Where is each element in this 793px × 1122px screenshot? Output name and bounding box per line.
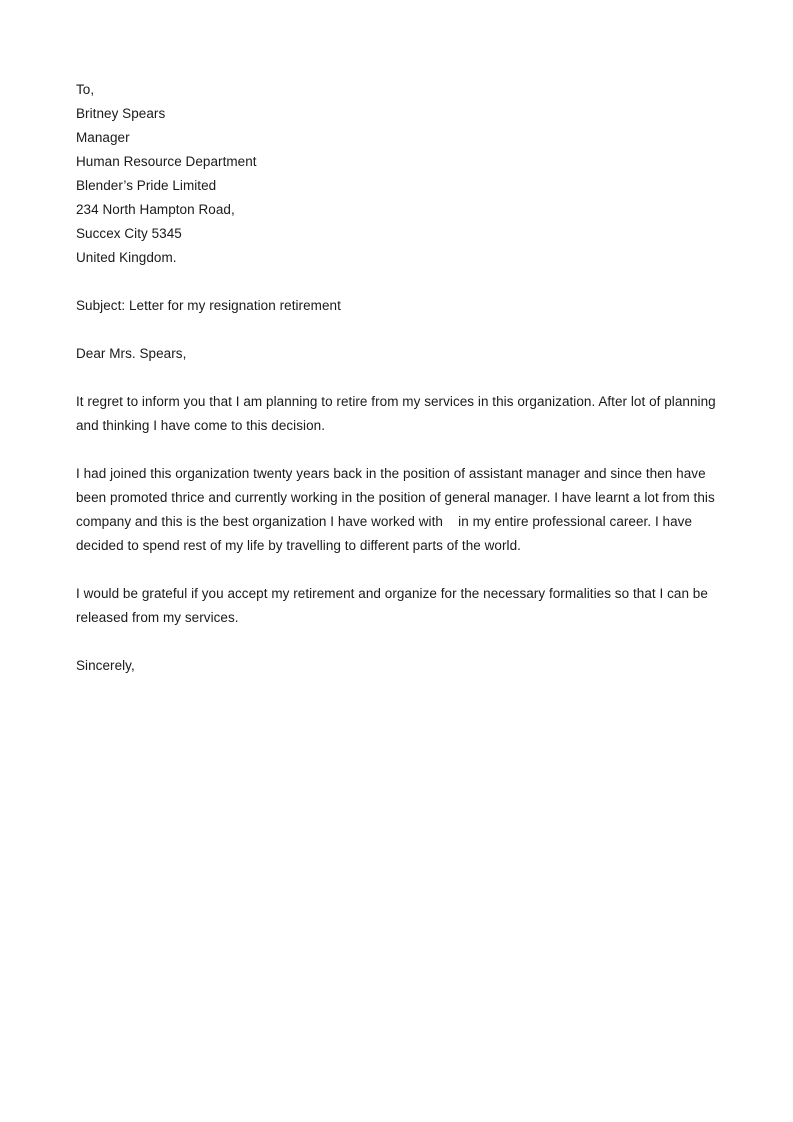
recipient-country: United Kingdom. — [76, 250, 177, 265]
letter-body — [76, 78, 726, 678]
paragraph-line: It regret to inform you that I am planning to retire from my services in this organization. After lot of planning — [76, 394, 716, 409]
spacer — [76, 558, 726, 582]
to-label: To, — [76, 82, 95, 97]
paragraph-line: released from my services. — [76, 610, 239, 625]
recipient-block — [76, 78, 726, 270]
closing: Sincerely, — [76, 658, 135, 673]
paragraph-line: I had joined this organization twenty years back in the position of assistant manager and since then have — [76, 466, 706, 481]
spacer — [76, 366, 726, 390]
recipient-title: Manager — [76, 130, 130, 145]
paragraph-line: company and this is the best organization I have worked with in my entire professional career. I have — [76, 514, 693, 529]
paragraph-request — [76, 582, 708, 630]
spacer — [76, 438, 726, 462]
recipient-department: Human Resource Department — [76, 154, 257, 169]
recipient-city: Succex City 5345 — [76, 226, 182, 241]
paragraph-line: been promoted thrice and currently working in the position of general manager. I have learnt a lot from this — [76, 490, 715, 505]
spacer — [76, 270, 726, 294]
subject-line: Subject: Letter for my resignation retirement — [76, 298, 341, 313]
paragraph-line: I would be grateful if you accept my retirement and organize for the necessary formalities so that I can be — [76, 586, 708, 601]
paragraph-line: decided to spend rest of my life by travelling to different parts of the world. — [76, 538, 521, 553]
recipient-name: Britney Spears — [76, 106, 166, 121]
spacer — [76, 318, 726, 342]
recipient-company: Blender’s Pride Limited — [76, 178, 217, 193]
paragraph-line: and thinking I have come to this decision. — [76, 418, 325, 433]
spacer — [76, 630, 726, 654]
greeting: Dear Mrs. Spears, — [76, 346, 187, 361]
paragraph-history — [76, 462, 715, 558]
recipient-street: 234 North Hampton Road, — [76, 202, 235, 217]
paragraph-intent — [76, 390, 716, 438]
